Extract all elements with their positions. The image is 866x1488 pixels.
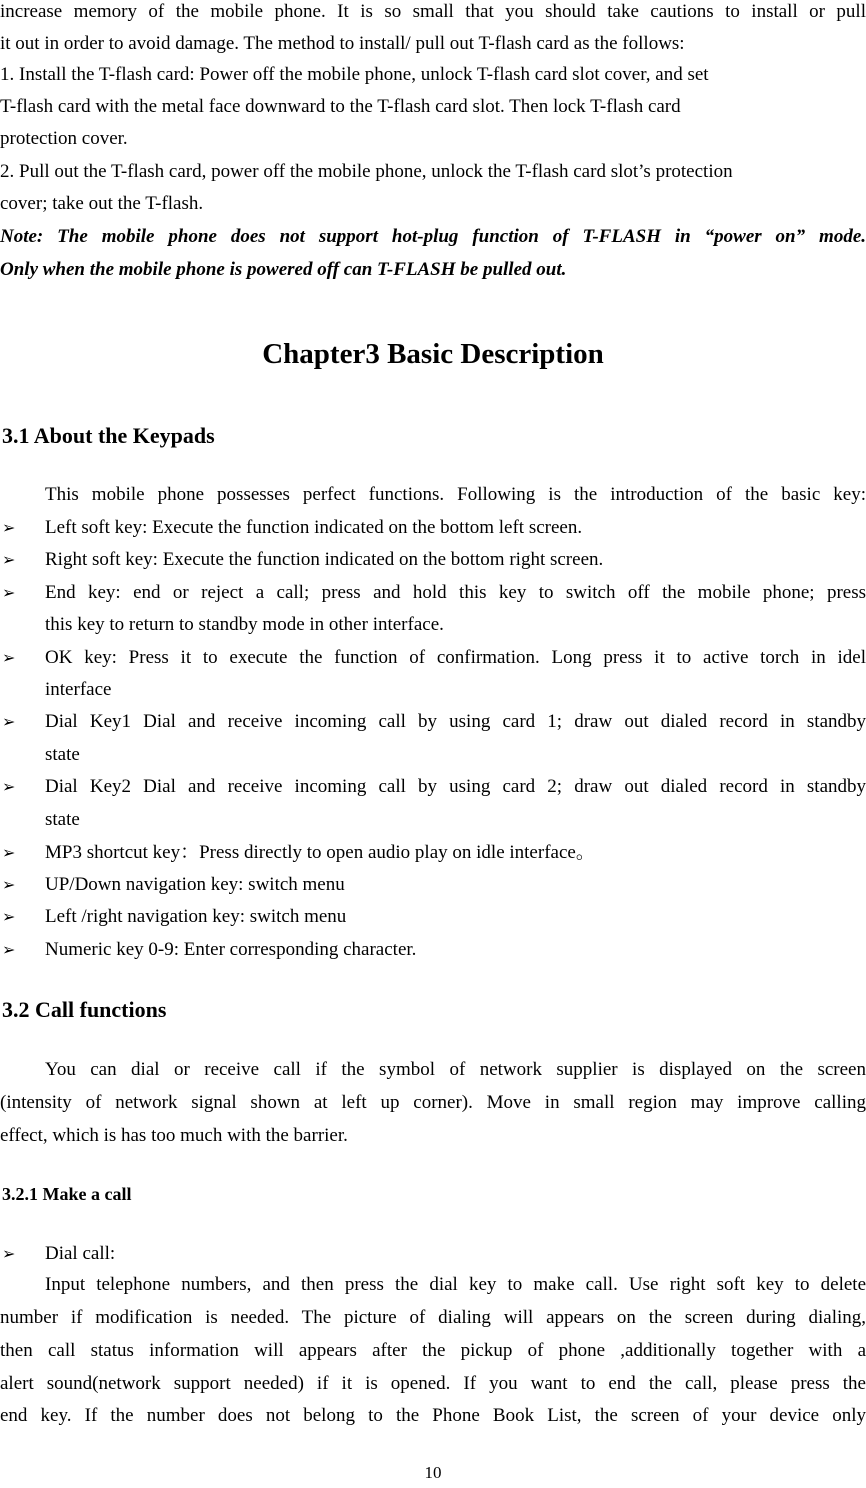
list-item: Dial Key1 Dial and receive incoming call by using card 1; draw out dialed record in standby xyxy=(45,711,866,732)
list-item-continuation: state xyxy=(45,809,80,830)
list-item: Left /right navigation key: switch menu xyxy=(45,906,347,927)
intro-line-4: T-flash card with the metal face downward to the T-flash card slot. Then lock T-flash card xyxy=(0,96,681,117)
section-3-1-intro: This mobile phone possesses perfect functions. Following is the introduction of the basic key: xyxy=(45,484,866,505)
section-3-2-para-line-2: (intensity of network signal shown at left up corner). Move in small region may improve calling xyxy=(0,1092,866,1113)
arrow-bullet-icon: ➢ xyxy=(2,875,16,894)
intro-line-3: 1. Install the T-flash card: Power off the mobile phone, unlock T-flash card slot cover, and set xyxy=(0,64,709,85)
list-item: OK key: Press it to execute the function of confirmation. Long press it to active torch in idel xyxy=(45,647,866,668)
list-item: UP/Down navigation key: switch menu xyxy=(45,874,345,895)
list-item-continuation: interface xyxy=(45,679,112,700)
make-call-para-line-1: Input telephone numbers, and then press the dial key to make call. Use right soft key to delete xyxy=(45,1274,866,1295)
list-item: Numeric key 0-9: Enter corresponding character. xyxy=(45,939,417,960)
arrow-bullet-icon: ➢ xyxy=(2,940,16,959)
dial-call-label: Dial call: xyxy=(45,1243,116,1264)
note-line-2: Only when the mobile phone is powered off can T-FLASH be pulled out. xyxy=(0,259,567,280)
list-item: MP3 shortcut key：Press directly to open audio play on idle interface。 xyxy=(45,842,595,863)
list-item: End key: end or reject a call; press and hold this key to switch off the mobile phone; press xyxy=(45,582,866,603)
arrow-bullet-icon: ➢ xyxy=(2,777,16,796)
arrow-bullet-icon: ➢ xyxy=(2,712,16,731)
arrow-bullet-icon: ➢ xyxy=(2,1244,16,1263)
make-call-para-line-5: end key. If the number does not belong to the Phone Book List, the screen of your device only xyxy=(0,1405,866,1426)
section-3-2-para-line-1: You can dial or receive call if the symbol of network supplier is displayed on the screen xyxy=(45,1059,866,1080)
intro-line-2: it out in order to avoid damage. The method to install/ pull out T-flash card as the follows: xyxy=(0,33,685,54)
intro-line-1: increase memory of the mobile phone. It is so small that you should take cautions to install or pull xyxy=(0,1,866,22)
note-line-1: Note: The mobile phone does not support hot-plug function of T-FLASH in “power on” mode. xyxy=(0,226,866,247)
intro-line-5: protection cover. xyxy=(0,128,128,149)
make-call-para-line-4: alert sound(network support needed) if it is opened. If you want to end the call, please press the xyxy=(0,1373,866,1394)
list-item: Dial Key2 Dial and receive incoming call by using card 2; draw out dialed record in standby xyxy=(45,776,866,797)
arrow-bullet-icon: ➢ xyxy=(2,518,16,537)
chapter-title: Chapter3 Basic Description xyxy=(262,338,604,370)
list-item: Right soft key: Execute the function indicated on the bottom right screen. xyxy=(45,549,604,570)
section-3-2-1-title: 3.2.1 Make a call xyxy=(2,1184,132,1204)
make-call-para-line-2: number if modification is needed. The picture of dialing will appears on the screen during dialing, xyxy=(0,1307,866,1328)
section-3-1-title: 3.1 About the Keypads xyxy=(2,423,215,448)
list-item: Left soft key: Execute the function indicated on the bottom left screen. xyxy=(45,517,583,538)
arrow-bullet-icon: ➢ xyxy=(2,648,16,667)
arrow-bullet-icon: ➢ xyxy=(2,550,16,569)
section-3-2-para-line-3: effect, which is has too much with the barrier. xyxy=(0,1125,348,1146)
intro-line-6: 2. Pull out the T-flash card, power off the mobile phone, unlock the T-flash card slot’s protection xyxy=(0,161,733,182)
intro-line-7: cover; take out the T-flash. xyxy=(0,193,204,214)
list-item-continuation: state xyxy=(45,744,80,765)
arrow-bullet-icon: ➢ xyxy=(2,907,16,926)
arrow-bullet-icon: ➢ xyxy=(2,583,16,602)
section-3-2-title: 3.2 Call functions xyxy=(2,997,167,1022)
make-call-para-line-3: then call status information will appears after the pickup of phone ,additionally together with a xyxy=(0,1340,866,1361)
arrow-bullet-icon: ➢ xyxy=(2,843,16,862)
page-number: 10 xyxy=(424,1463,442,1482)
list-item-continuation: this key to return to standby mode in other interface. xyxy=(45,614,444,635)
